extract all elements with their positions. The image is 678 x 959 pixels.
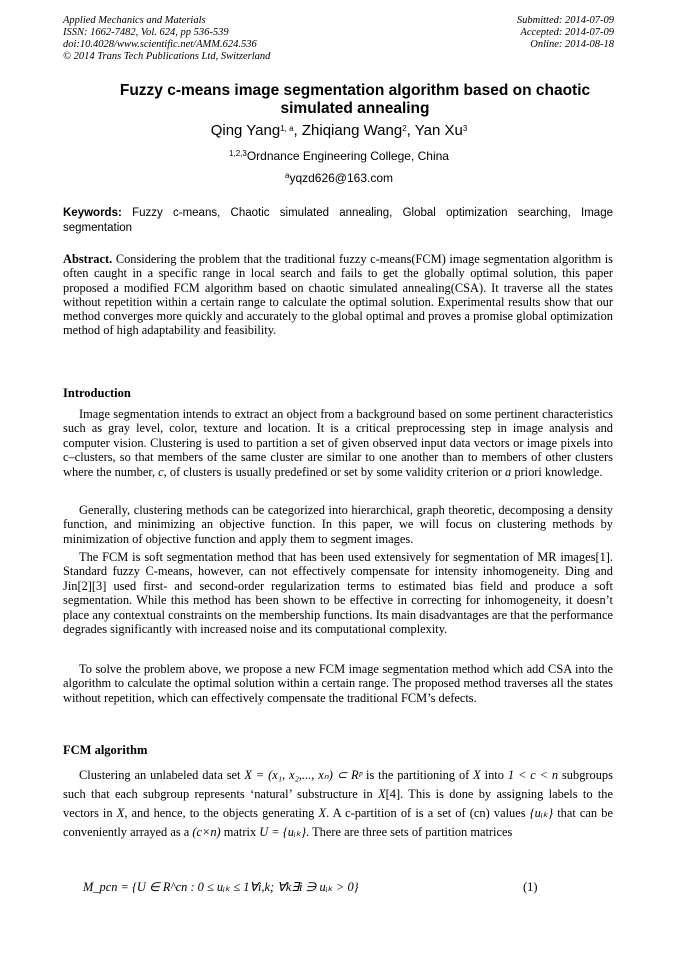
inline-math: {uᵢₖ} — [529, 806, 554, 820]
author-name: Qing Yang — [210, 122, 281, 139]
text-run: is the partitioning of — [366, 768, 470, 782]
journal-name: Applied Mechanics and Materials — [63, 15, 206, 26]
inline-math: X = (x₁, x₂,..., xₙ) ⊂ Rᵖ — [244, 768, 363, 782]
submitted-date: Submitted: 2014-07-09 — [516, 15, 614, 26]
text-run: . There are three sets of partition matrices — [306, 825, 513, 839]
doi-line: doi:10.4028/www.scientific.net/AMM.624.536 — [63, 39, 257, 50]
accepted-date: Accepted: 2014-07-09 — [520, 27, 614, 38]
abstract — [63, 252, 613, 338]
text-run: Clustering an unlabeled data set — [79, 768, 241, 782]
italic-term: c — [158, 464, 164, 479]
affiliation-superscript: 1,2,3 — [229, 149, 247, 158]
affiliation-text: Ordnance Engineering College, China — [246, 149, 449, 163]
author-superscript: 2 — [402, 124, 407, 133]
intro-paragraph-3: The FCM is soft segmentation method that has been used extensively for segmentation of MR images[1]. Standard fuzzy C-means, however, can not effectively compensate for intensity inhomogeneity. Ding and Jin[2][3] used first- and second-order regularization terms to estimated bias field and produce a soft segmentation. While this method has been shown to be effective in correcting for inhomogeneity, it doesn’t place any contextual constraints on the membership functions. Its main disadvantages are that the performance degrades significantly with increased noise and its computational complexity. — [63, 550, 613, 637]
author-superscript: 3 — [462, 124, 468, 133]
intro-paragraph-4: To solve the problem above, we propose a new FCM image segmentation method which add CSA into the algorithm to calculate the optimal solution within a certain range. The proposed method traverses all the states without repetition, which can effectively compensate the traditional FCM’s defects. — [63, 662, 613, 705]
abstract-text: Considering the problem that the traditional fuzzy c-means(FCM) image segmentation algorithm is often caught in a specific range in local search and fails to get the globally optimal solution, this paper proposed a modified FCM algorithm based on chaotic simulated annealing(CSA). It traverse all the states without repetition within a certain range to calculate the optimal solution. Experimental results show that our method converges more quickly and accurately to the global optimal and proves a promise global optimization method of high adaptability and feasibility. — [63, 252, 613, 338]
keywords — [63, 206, 613, 236]
keywords-label: Keywords: — [63, 207, 122, 219]
intro-paragraph-2: Generally, clustering methods can be categorized into hierarchical, graph theoretic, decomposing a density function, and minimizing an objective function. In this paper, we will focus on clustering methods by minimization of objective function and apply them to segment images. — [63, 503, 613, 546]
inline-math: 1 < c < n — [507, 768, 559, 782]
journal-header-right — [517, 15, 614, 51]
text-run: , and hence, to the objects generating — [124, 806, 315, 820]
author-separator: , — [406, 122, 415, 139]
inline-math: X — [473, 768, 481, 782]
fcm-paragraph-1 — [63, 766, 613, 842]
text-run: that can be conveniently arrayed as a — [63, 806, 613, 839]
abstract-label: Abstract. — [63, 252, 113, 266]
equation-number-1: (1) — [523, 880, 538, 894]
author-superscript: 1, a — [280, 124, 294, 133]
inline-math: X — [116, 806, 125, 820]
italic-term: a — [505, 464, 512, 479]
text-run: into — [484, 768, 504, 782]
author-name: Zhiqiang Wang — [301, 122, 403, 139]
email-text: yqzd626@163.com — [289, 171, 394, 185]
inline-math: X — [378, 787, 386, 801]
intro-paragraph-1 — [63, 407, 613, 479]
text-run: matrix — [223, 825, 257, 839]
text-run: , of clusters is usually predefined or set by some validity criterion or — [163, 464, 502, 479]
inline-math: X — [318, 806, 327, 820]
inline-math: U = {uᵢₖ} — [259, 825, 307, 839]
issn-line: ISSN: 1662-7482, Vol. 624, pp 536-539 — [63, 27, 229, 38]
online-date: Online: 2014-08-18 — [530, 39, 614, 50]
author-separator: , — [293, 122, 302, 139]
text-run: Image segmentation intends to extract an object from a background based on some pertinent characteristics such as gray level, color, texture and location. It is a critical preprocessing step in image analysis and computer vision. Clustering is used to partition a set of given observed input data vectors or image pixels into c–clusters, so that members of the same cluster are similar to one another than to members of other clusters where the number, — [63, 407, 613, 479]
inline-math: (c×n) — [192, 825, 221, 839]
equation-1: M_pcn = {U ∈ R^cn : 0 ≤ uᵢₖ ≤ 1∀i,k; ∀k∃i ∋ uᵢₖ > 0} — [83, 880, 359, 894]
author-list — [63, 122, 615, 140]
copyright-line: © 2014 Trans Tech Publications Ltd, Switzerland — [63, 51, 271, 62]
section-heading-fcm: FCM algorithm — [63, 743, 148, 757]
keywords-text: Fuzzy c-means, Chaotic simulated annealing, Global optimization searching, Image segmentation — [63, 207, 613, 234]
text-run: [4]. This is done by assigning labels to the vectors in — [63, 787, 613, 820]
journal-header-left — [63, 15, 270, 63]
author-name: Yan Xu — [414, 122, 463, 139]
text-run: subgroups such that each subgroup represents ‘natural’ substructure in — [63, 768, 613, 801]
author-email — [63, 171, 615, 185]
text-run: priori knowledge. — [514, 464, 603, 479]
text-run: . A c-partition of is a set of (cn) values — [326, 806, 526, 820]
affiliation — [63, 149, 615, 163]
paper-title: Fuzzy c-means image segmentation algorithm based on chaotic simulated annealing — [119, 82, 591, 117]
section-heading-introduction: Introduction — [63, 386, 131, 400]
email-superscript: a — [284, 171, 290, 180]
